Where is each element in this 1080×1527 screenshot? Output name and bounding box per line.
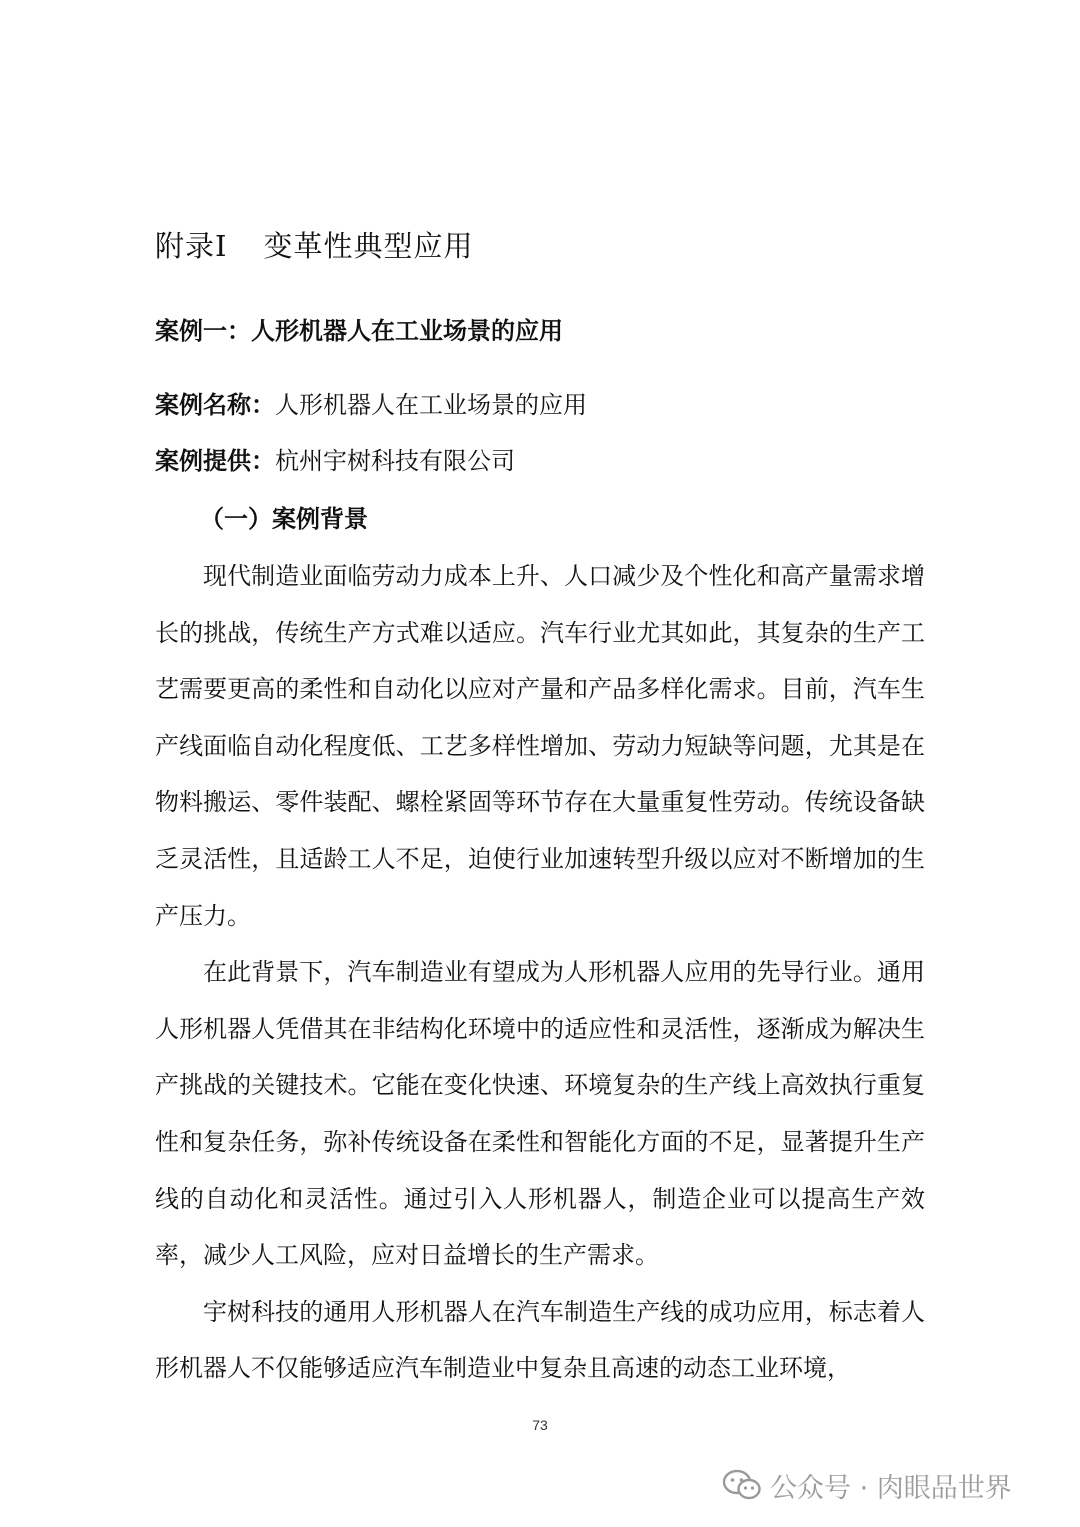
case-name-line	[155, 385, 587, 420]
case-provider-value: 杭州宇树科技有限公司	[275, 447, 515, 475]
paragraph: 现代制造业面临劳动力成本上升、人口减少及个性化和高产量需求增长的挑战，传统生产方式难以适应。汽车行业尤其如此，其复杂的生产工艺需要更高的柔性和自动化以应对产量和产品多样化需求。目前，汽车生产线面临自动化程度低、工艺多样性增加、劳动力短缺等问题，尤其是在物料搬运、零件装配、螺栓紧固等环节存在大量重复性劳动。传统设备缺乏灵活性，且适龄工人不足，迫使行业加速转型升级以应对不断增加的生产压力。	[155, 562, 925, 930]
case-name-label: 案例名称：	[155, 390, 275, 419]
body-text	[155, 548, 925, 1397]
paragraph: 在此背景下，汽车制造业有望成为人形机器人应用的先导行业。通用人形机器人凭借其在非结构化环境中的适应性和灵活性，逐渐成为解决生产挑战的关键技术。它能在变化快速、环境复杂的生产线上高效执行重复性和复杂任务，弥补传统设备在柔性和智能化方面的不足，显著提升生产线的自动化和灵活性。通过引入人形机器人，制造企业可以提高生产效率，减少人工风险，应对日益增长的生产需求。	[155, 958, 925, 1270]
paragraph: 宇树科技的通用人形机器人在汽车制造生产线的成功应用，标志着人形机器人不仅能够适应汽车制造业中复杂且高速的动态工业环境，	[155, 1297, 925, 1383]
case-name-value: 人形机器人在工业场景的应用	[275, 391, 587, 419]
case-provider-label: 案例提供：	[155, 446, 275, 475]
section-heading: （一）案例背景	[200, 504, 368, 533]
wechat-icon	[722, 1469, 762, 1501]
appendix-title	[155, 224, 473, 265]
page-number: 73	[532, 1417, 548, 1433]
watermark-text: 公众号 · 肉眼品世界	[770, 1472, 1012, 1504]
case-provider-line	[155, 441, 515, 476]
appendix-label: 附录Ⅰ	[155, 229, 228, 263]
watermark	[722, 1465, 1012, 1505]
appendix-title-text: 变革性典型应用	[263, 229, 474, 263]
case-heading: 案例一：人形机器人在工业场景的应用	[155, 316, 563, 345]
